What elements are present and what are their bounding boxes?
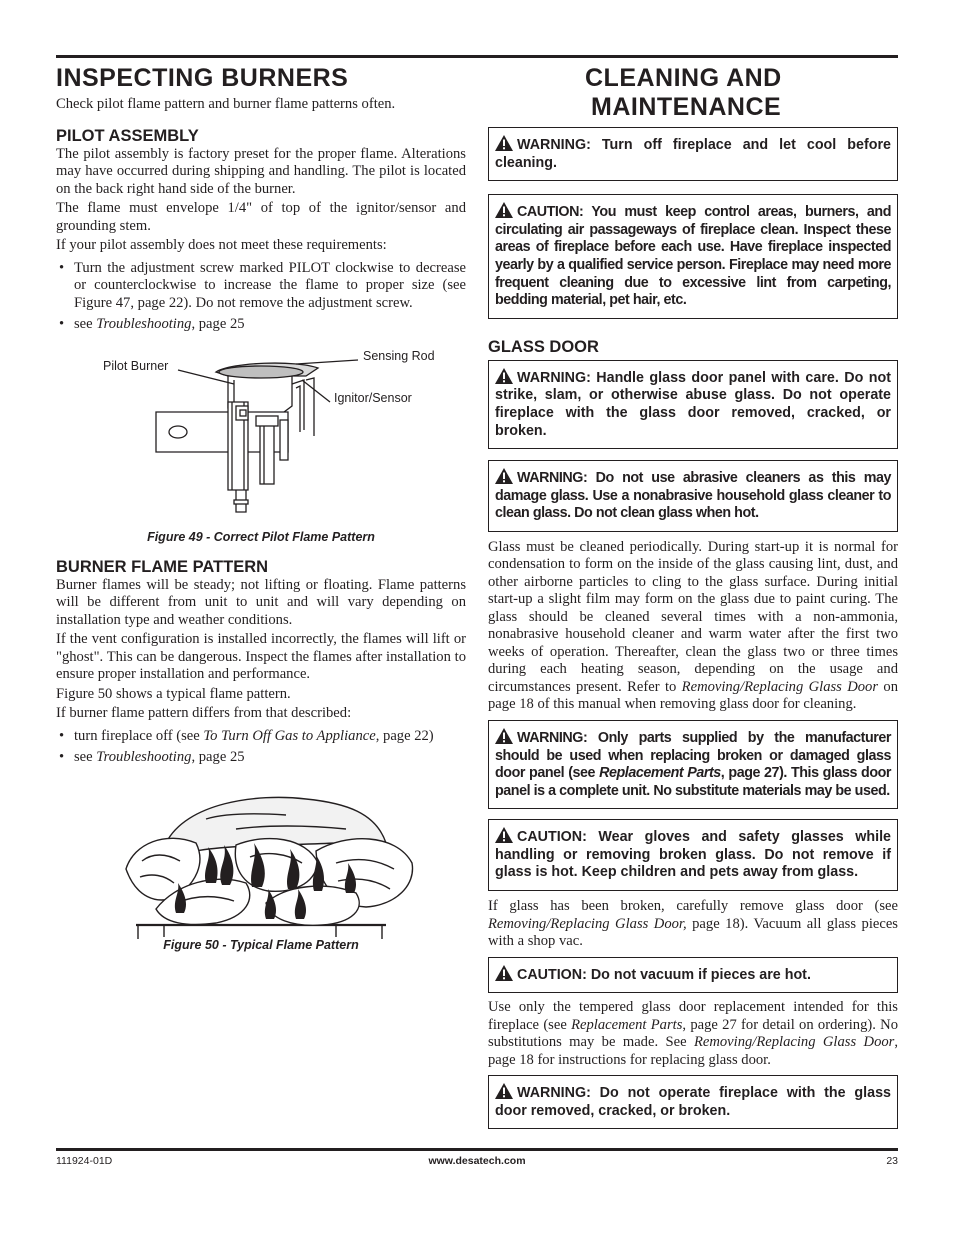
warning-box-handle-glass: WARNING: Handle glass door panel with care. Do not strike, slam, or otherwise abuse glass. Do not operate fireplace with the glass door removed, cracked, or broken. — [488, 360, 898, 449]
glass-door-heading: GLASS DOOR — [488, 337, 599, 356]
footer-page-number: 23 — [886, 1155, 898, 1167]
warning-triangle-icon — [495, 965, 513, 981]
figure-50-caption: Figure 50 - Typical Flame Pattern — [163, 937, 359, 952]
left-column — [56, 60, 466, 952]
section-title-inspecting-burners: INSPECTING BURNERS — [56, 64, 349, 92]
burner-paragraph-1: Burner flames will be steady; not lifting or floating. Flame patterns will be different from unit to unit and will vary depending on installation type and weather conditions. — [56, 576, 466, 628]
warning-triangle-icon — [495, 728, 513, 744]
top-rule — [56, 55, 898, 58]
burner-paragraph-4: If burner flame pattern differs from that described: — [56, 705, 352, 721]
right-column — [488, 60, 898, 1129]
glass-paragraph-2: If glass has been broken, carefully remove glass door (see Removing/Replacing Glass Door, page 18). Vacuum all glass pieces with a shop vac. — [488, 898, 898, 950]
burner-flame-pattern-heading: BURNER FLAME PATTERN — [56, 557, 269, 576]
warning-triangle-icon — [495, 202, 513, 218]
warning-box-manufacturer-parts: WARNING: Only parts supplied by the manufacturer should be used when replacing broken or damaged glass door panel (see Replacement Parts, page 27). This glass door panel is a complete unit. No substitute materials may be used. — [488, 720, 898, 809]
burner-bullet-list — [56, 728, 466, 767]
glass-paragraph-1: Glass must be cleaned periodically. During start-up it is normal for condensation to form on the inside of the glass causing lint, dust, and other airborne particles to cling to the glass surface. During initial start-up a slight film may form on the glass due to paint curing. The glass should be cleaned several times with a non-ammonia, nonabrasive household cleaner and warm water after the first two weeks of operation. Thereafter, clean the glass two or three times during each heating season, depending on the usage and circumstances present. Refer to Removing/Replacing Glass Door on page 18 of this manual when removing glass door for cleaning. — [488, 538, 899, 713]
section-title-cleaning-line-2: MAINTENANCE — [591, 93, 782, 121]
label-sensing-rod: Sensing Rod — [363, 348, 435, 363]
warning-triangle-icon — [495, 827, 513, 843]
warning-triangle-icon — [495, 468, 513, 484]
caution-box-keep-clean: CAUTION: You must keep control areas, burners, and circulating air passageways of fireplace clean. Inspect these areas of fireplace before each use. Have fireplace inspected yearly by a qualified service person. Fireplace may need more frequent cleaning due to excessive lint from carpeting, bedding material, pet hair, etc. — [488, 194, 898, 319]
warning-box-turn-off: WARNING: Turn off fireplace and let cool before cleaning. — [488, 127, 898, 181]
burner-bullet-1: • turn fireplace off (see To Turn Off Gas to Appliance, page 22) — [56, 728, 466, 746]
warning-box-abrasive-cleaners: WARNING: Do not use abrasive cleaners as this may damage glass. Use a nonabrasive household glass cleaner to clean glass. Do not clean glass when hot. — [488, 460, 898, 532]
caution-box-gloves: CAUTION: Wear gloves and safety glasses while handling or removing broken glass. Do not remove if glass is hot. Keep children and pets away from glass. — [488, 819, 898, 891]
pilot-bullet-2: • see Troubleshooting, page 25 — [56, 316, 466, 334]
pilot-assembly-heading: PILOT ASSEMBLY — [56, 126, 199, 145]
burner-paragraph-2: If the vent configuration is installed incorrectly, the flames will lift or "ghost". This can be dangerous. Inspect the flames after installation to ensure proper installation and performance. — [56, 631, 466, 682]
section-title-cleaning-line-1: CLEANING AND — [585, 64, 782, 92]
pilot-paragraph-3: If your pilot assembly does not meet these requirements: — [56, 237, 387, 253]
footer-doc-number: 111924-01D — [56, 1155, 113, 1167]
label-pilot-burner: Pilot Burner — [103, 358, 169, 373]
caution-box-vacuum: CAUTION: Do not vacuum if pieces are hot. — [488, 957, 898, 994]
pilot-bullet-1: • Turn the adjustment screw marked PILOT clockwise to decrease or counterclockwise to increase the flame to proper size (see Figure 47, page 22). Do not remove the adjustment screw. — [56, 260, 466, 313]
glass-paragraph-3: Use only the tempered glass door replacement intended for this fireplace (see Replacement Parts, page 27 for detail on ordering). No substitutions may be made. See Removing/Replacing Glass Door, page 18 for instructions for replacing glass door. — [488, 999, 899, 1068]
label-ignitor-sensor: Ignitor/Sensor — [334, 390, 412, 405]
figure-49-caption: Figure 49 - Correct Pilot Flame Pattern — [147, 529, 375, 544]
figure-49 — [56, 340, 466, 535]
pilot-bullet-list — [56, 260, 466, 334]
bottom-rule — [56, 1148, 898, 1151]
log-set-flame-illustration — [56, 773, 466, 943]
warning-box-do-not-operate: WARNING: Do not operate fireplace with the glass door removed, cracked, or broken. — [488, 1075, 898, 1129]
footer-website-link[interactable]: www.desatech.com — [428, 1155, 526, 1167]
warning-triangle-icon — [495, 1083, 513, 1099]
warning-triangle-icon — [495, 135, 513, 151]
warning-triangle-icon — [495, 368, 513, 384]
pilot-paragraph-2: The flame must envelope 1/4" of top of the ignitor/sensor and grounding stem. — [56, 200, 466, 234]
figure-50 — [56, 773, 466, 943]
intro-paragraph: Check pilot flame pattern and burner flame patterns often. — [56, 96, 396, 112]
pilot-paragraph-1: The pilot assembly is factory preset for the proper flame. Alterations may have occurred during shipping and handling. The pilot is located on the back right hand side of the burner. — [56, 145, 466, 197]
burner-paragraph-3: Figure 50 shows a typical flame pattern. — [56, 685, 291, 702]
burner-bullet-2: • see Troubleshooting, page 25 — [56, 749, 466, 767]
